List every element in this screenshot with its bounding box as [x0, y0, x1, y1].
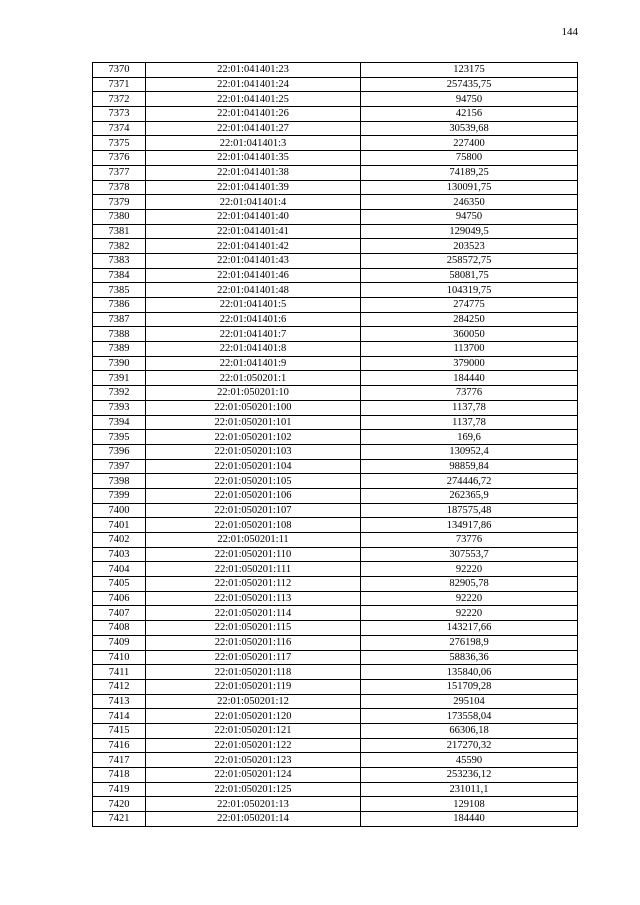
value-cell: 30539,68 — [361, 121, 578, 136]
row-number-cell: 7413 — [93, 694, 146, 709]
value-cell: 134917,86 — [361, 518, 578, 533]
cadastral-number-cell: 22:01:050201:102 — [146, 430, 361, 445]
cadastral-number-cell: 22:01:041401:40 — [146, 209, 361, 224]
row-number-cell: 7396 — [93, 444, 146, 459]
row-number-cell: 7386 — [93, 298, 146, 313]
value-cell: 82905,78 — [361, 577, 578, 592]
table-row — [93, 635, 578, 650]
cadastral-number-cell: 22:01:050201:118 — [146, 665, 361, 680]
table-row — [93, 63, 578, 78]
value-cell: 258572,75 — [361, 253, 578, 268]
row-number-cell: 7392 — [93, 386, 146, 401]
row-number-cell: 7378 — [93, 180, 146, 195]
table-row — [93, 768, 578, 783]
value-cell: 184440 — [361, 812, 578, 827]
registry-table-body — [93, 63, 578, 827]
row-number-cell: 7393 — [93, 400, 146, 415]
row-number-cell: 7382 — [93, 239, 146, 254]
row-number-cell: 7420 — [93, 797, 146, 812]
value-cell: 94750 — [361, 209, 578, 224]
cadastral-number-cell: 22:01:050201:14 — [146, 812, 361, 827]
value-cell: 173558,04 — [361, 709, 578, 724]
row-number-cell: 7418 — [93, 768, 146, 783]
cadastral-number-cell: 22:01:050201:124 — [146, 768, 361, 783]
table-row — [93, 77, 578, 92]
table-row — [93, 430, 578, 445]
row-number-cell: 7415 — [93, 723, 146, 738]
value-cell: 73776 — [361, 386, 578, 401]
row-number-cell: 7391 — [93, 371, 146, 386]
table-row — [93, 195, 578, 210]
cadastral-number-cell: 22:01:050201:115 — [146, 621, 361, 636]
row-number-cell: 7377 — [93, 165, 146, 180]
cadastral-number-cell: 22:01:050201:110 — [146, 547, 361, 562]
value-cell: 284250 — [361, 312, 578, 327]
value-cell: 42156 — [361, 107, 578, 122]
cadastral-number-cell: 22:01:050201:121 — [146, 723, 361, 738]
row-number-cell: 7380 — [93, 209, 146, 224]
table-row — [93, 151, 578, 166]
row-number-cell: 7399 — [93, 488, 146, 503]
row-number-cell: 7387 — [93, 312, 146, 327]
value-cell: 92220 — [361, 591, 578, 606]
table-row — [93, 415, 578, 430]
table-row — [93, 121, 578, 136]
page-number: 144 — [561, 26, 578, 38]
registry-table — [92, 62, 578, 827]
value-cell: 123175 — [361, 63, 578, 78]
value-cell: 274775 — [361, 298, 578, 313]
cadastral-number-cell: 22:01:050201:104 — [146, 459, 361, 474]
value-cell: 203523 — [361, 239, 578, 254]
table-row — [93, 606, 578, 621]
cadastral-number-cell: 22:01:041401:3 — [146, 136, 361, 151]
value-cell: 74189,25 — [361, 165, 578, 180]
cadastral-number-cell: 22:01:050201:116 — [146, 635, 361, 650]
table-row — [93, 180, 578, 195]
table-row — [93, 503, 578, 518]
table-row — [93, 268, 578, 283]
cadastral-number-cell: 22:01:050201:101 — [146, 415, 361, 430]
table-row — [93, 312, 578, 327]
cadastral-number-cell: 22:01:050201:105 — [146, 474, 361, 489]
value-cell: 169,6 — [361, 430, 578, 445]
cadastral-number-cell: 22:01:041401:9 — [146, 356, 361, 371]
row-number-cell: 7408 — [93, 621, 146, 636]
table-row — [93, 488, 578, 503]
table-row — [93, 709, 578, 724]
value-cell: 262365,9 — [361, 488, 578, 503]
cadastral-number-cell: 22:01:041401:48 — [146, 283, 361, 298]
cadastral-number-cell: 22:01:050201:13 — [146, 797, 361, 812]
value-cell: 104319,75 — [361, 283, 578, 298]
cadastral-number-cell: 22:01:050201:112 — [146, 577, 361, 592]
cadastral-number-cell: 22:01:050201:100 — [146, 400, 361, 415]
table-row — [93, 136, 578, 151]
row-number-cell: 7398 — [93, 474, 146, 489]
value-cell: 45590 — [361, 753, 578, 768]
row-number-cell: 7397 — [93, 459, 146, 474]
value-cell: 113700 — [361, 342, 578, 357]
table-row — [93, 679, 578, 694]
table-row — [93, 723, 578, 738]
row-number-cell: 7390 — [93, 356, 146, 371]
row-number-cell: 7421 — [93, 812, 146, 827]
row-number-cell: 7410 — [93, 650, 146, 665]
table-row — [93, 459, 578, 474]
cadastral-number-cell: 22:01:041401:46 — [146, 268, 361, 283]
table-row — [93, 797, 578, 812]
row-number-cell: 7419 — [93, 782, 146, 797]
row-number-cell: 7385 — [93, 283, 146, 298]
cadastral-number-cell: 22:01:041401:39 — [146, 180, 361, 195]
table-row — [93, 591, 578, 606]
table-row — [93, 562, 578, 577]
cadastral-number-cell: 22:01:041401:8 — [146, 342, 361, 357]
cadastral-number-cell: 22:01:041401:43 — [146, 253, 361, 268]
table-row — [93, 577, 578, 592]
row-number-cell: 7409 — [93, 635, 146, 650]
value-cell: 151709,28 — [361, 679, 578, 694]
value-cell: 98859,84 — [361, 459, 578, 474]
value-cell: 276198,9 — [361, 635, 578, 650]
row-number-cell: 7400 — [93, 503, 146, 518]
row-number-cell: 7374 — [93, 121, 146, 136]
table-row — [93, 356, 578, 371]
value-cell: 1137,78 — [361, 415, 578, 430]
value-cell: 227400 — [361, 136, 578, 151]
table-row — [93, 224, 578, 239]
cadastral-number-cell: 22:01:050201:103 — [146, 444, 361, 459]
cadastral-number-cell: 22:01:041401:24 — [146, 77, 361, 92]
cadastral-number-cell: 22:01:041401:41 — [146, 224, 361, 239]
cadastral-number-cell: 22:01:041401:5 — [146, 298, 361, 313]
cadastral-number-cell: 22:01:050201:107 — [146, 503, 361, 518]
row-number-cell: 7395 — [93, 430, 146, 445]
value-cell: 274446,72 — [361, 474, 578, 489]
row-number-cell: 7384 — [93, 268, 146, 283]
table-row — [93, 298, 578, 313]
cadastral-number-cell: 22:01:041401:6 — [146, 312, 361, 327]
cadastral-number-cell: 22:01:050201:125 — [146, 782, 361, 797]
row-number-cell: 7375 — [93, 136, 146, 151]
cadastral-number-cell: 22:01:050201:113 — [146, 591, 361, 606]
row-number-cell: 7370 — [93, 63, 146, 78]
row-number-cell: 7404 — [93, 562, 146, 577]
cadastral-number-cell: 22:01:041401:23 — [146, 63, 361, 78]
value-cell: 94750 — [361, 92, 578, 107]
cadastral-number-cell: 22:01:041401:27 — [146, 121, 361, 136]
cadastral-number-cell: 22:01:041401:26 — [146, 107, 361, 122]
table-row — [93, 694, 578, 709]
row-number-cell: 7371 — [93, 77, 146, 92]
row-number-cell: 7381 — [93, 224, 146, 239]
table-row — [93, 165, 578, 180]
table-row — [93, 283, 578, 298]
cadastral-number-cell: 22:01:050201:111 — [146, 562, 361, 577]
row-number-cell: 7383 — [93, 253, 146, 268]
row-number-cell: 7379 — [93, 195, 146, 210]
value-cell: 130091,75 — [361, 180, 578, 195]
row-number-cell: 7388 — [93, 327, 146, 342]
table-row — [93, 812, 578, 827]
value-cell: 73776 — [361, 533, 578, 548]
value-cell: 129049,5 — [361, 224, 578, 239]
value-cell: 187575,48 — [361, 503, 578, 518]
row-number-cell: 7405 — [93, 577, 146, 592]
value-cell: 379000 — [361, 356, 578, 371]
cadastral-number-cell: 22:01:050201:123 — [146, 753, 361, 768]
row-number-cell: 7373 — [93, 107, 146, 122]
table-row — [93, 327, 578, 342]
cadastral-number-cell: 22:01:050201:122 — [146, 738, 361, 753]
cadastral-number-cell: 22:01:041401:25 — [146, 92, 361, 107]
table-row — [93, 650, 578, 665]
value-cell: 253236,12 — [361, 768, 578, 783]
table-row — [93, 386, 578, 401]
row-number-cell: 7416 — [93, 738, 146, 753]
cadastral-number-cell: 22:01:050201:12 — [146, 694, 361, 709]
table-row — [93, 782, 578, 797]
table-row — [93, 738, 578, 753]
cadastral-number-cell: 22:01:041401:42 — [146, 239, 361, 254]
value-cell: 231011,1 — [361, 782, 578, 797]
table-row — [93, 547, 578, 562]
row-number-cell: 7411 — [93, 665, 146, 680]
table-row — [93, 753, 578, 768]
value-cell: 92220 — [361, 606, 578, 621]
cadastral-number-cell: 22:01:041401:35 — [146, 151, 361, 166]
row-number-cell: 7407 — [93, 606, 146, 621]
cadastral-number-cell: 22:01:050201:108 — [146, 518, 361, 533]
value-cell: 92220 — [361, 562, 578, 577]
row-number-cell: 7406 — [93, 591, 146, 606]
cadastral-number-cell: 22:01:050201:117 — [146, 650, 361, 665]
value-cell: 135840,06 — [361, 665, 578, 680]
value-cell: 307553,7 — [361, 547, 578, 562]
row-number-cell: 7394 — [93, 415, 146, 430]
value-cell: 75800 — [361, 151, 578, 166]
row-number-cell: 7372 — [93, 92, 146, 107]
table-row — [93, 518, 578, 533]
row-number-cell: 7401 — [93, 518, 146, 533]
row-number-cell: 7412 — [93, 679, 146, 694]
table-row — [93, 239, 578, 254]
table-row — [93, 371, 578, 386]
table-row — [93, 92, 578, 107]
table-row — [93, 342, 578, 357]
value-cell: 1137,78 — [361, 400, 578, 415]
row-number-cell: 7403 — [93, 547, 146, 562]
value-cell: 66306,18 — [361, 723, 578, 738]
value-cell: 184440 — [361, 371, 578, 386]
table-row — [93, 621, 578, 636]
table-row — [93, 209, 578, 224]
value-cell: 129108 — [361, 797, 578, 812]
row-number-cell: 7376 — [93, 151, 146, 166]
table-row — [93, 665, 578, 680]
row-number-cell: 7389 — [93, 342, 146, 357]
cadastral-number-cell: 22:01:050201:1 — [146, 371, 361, 386]
value-cell: 360050 — [361, 327, 578, 342]
value-cell: 257435,75 — [361, 77, 578, 92]
cadastral-number-cell: 22:01:050201:114 — [146, 606, 361, 621]
cadastral-number-cell: 22:01:050201:11 — [146, 533, 361, 548]
cadastral-number-cell: 22:01:041401:7 — [146, 327, 361, 342]
value-cell: 217270,32 — [361, 738, 578, 753]
value-cell: 58836,36 — [361, 650, 578, 665]
row-number-cell: 7417 — [93, 753, 146, 768]
table-row — [93, 444, 578, 459]
cadastral-number-cell: 22:01:050201:119 — [146, 679, 361, 694]
value-cell: 58081,75 — [361, 268, 578, 283]
value-cell: 130952,4 — [361, 444, 578, 459]
table-row — [93, 474, 578, 489]
table-row — [93, 253, 578, 268]
cadastral-number-cell: 22:01:041401:4 — [146, 195, 361, 210]
value-cell: 295104 — [361, 694, 578, 709]
cadastral-number-cell: 22:01:050201:10 — [146, 386, 361, 401]
cadastral-number-cell: 22:01:050201:106 — [146, 488, 361, 503]
value-cell: 143217,66 — [361, 621, 578, 636]
table-row — [93, 107, 578, 122]
cadastral-number-cell: 22:01:050201:120 — [146, 709, 361, 724]
value-cell: 246350 — [361, 195, 578, 210]
row-number-cell: 7414 — [93, 709, 146, 724]
cadastral-number-cell: 22:01:041401:38 — [146, 165, 361, 180]
table-row — [93, 533, 578, 548]
row-number-cell: 7402 — [93, 533, 146, 548]
table-row — [93, 400, 578, 415]
